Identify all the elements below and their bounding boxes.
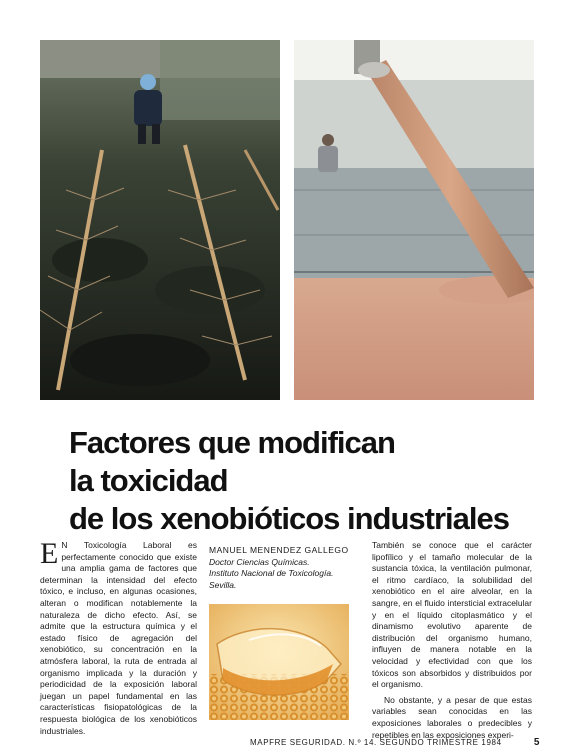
- page-footer: [250, 738, 540, 747]
- headline-line-2: la toxicidad: [69, 463, 228, 498]
- body-paragraph: [40, 537, 197, 737]
- headline-line-1: Factores que modifican: [69, 425, 395, 460]
- photo-silo-discharge: [294, 40, 534, 400]
- body-paragraph: También se conoce que el carácter lipofílico y el tamaño molecular de la sustancia tóxica, la ventilación pulmonar, el ritmo cardíaco, la solubilidad del xenobiótico en el aire alveolar, en la sangre, en el fluido intersticial extracelular y en el líquido citoplasmático y el dinamismo evolutivo aparente de distribución del organismo humano, influyen de manera notable en la velocidad y efectividad con que los tóxicos son absorbidos y distribuidos por el organismo.: [372, 540, 532, 690]
- drop-cap: E: [40, 537, 59, 570]
- body-paragraph: No obstante, y a pesar de que estas variables sean conocidas en las exposiciones laborales o predecibles y repetibles en las exposiciones experi-: [372, 694, 532, 740]
- body-column-left: [40, 537, 197, 737]
- body-column-right: [372, 540, 532, 741]
- headline-line-3: de los xenobióticos industriales: [69, 501, 509, 536]
- photo-glass-flask: [209, 604, 349, 720]
- author-institution: Instituto Nacional de Toxicología.: [209, 568, 334, 578]
- author-name: MANUEL MENENDEZ GALLEGO: [209, 545, 349, 555]
- article-headline: [69, 424, 539, 538]
- author-title: Doctor Ciencias Químicas.: [209, 556, 310, 567]
- photo-industrial-tanks: [40, 40, 280, 400]
- author-byline: [209, 545, 359, 591]
- paragraph-text: N Toxicología Laboral es perfectamente conocido que existe una amplia gama de factores que determinan la intensidad del efecto tóxico, e incluso, en algunas ocasiones, alteran o modifican notablemente la naturaleza de dicho efecto. Así, se admite que la estructura química y el estado físico de agregación del xenobiótico, su concentración en la atmósfera laboral, la ruta de entrada al organismo implicada y la duración y periodicidad de la exposición laboral juegan un papel fundamental en las características fisiopatológicas de la respuesta biológica de los xenobióticos industriales.: [40, 540, 197, 736]
- page-number: 5: [533, 737, 540, 748]
- author-city: Sevilla.: [209, 579, 237, 590]
- running-head: MAPFRE SEGURIDAD. N.º 14. SEGUNDO TRIMESTRE 1984: [250, 738, 502, 747]
